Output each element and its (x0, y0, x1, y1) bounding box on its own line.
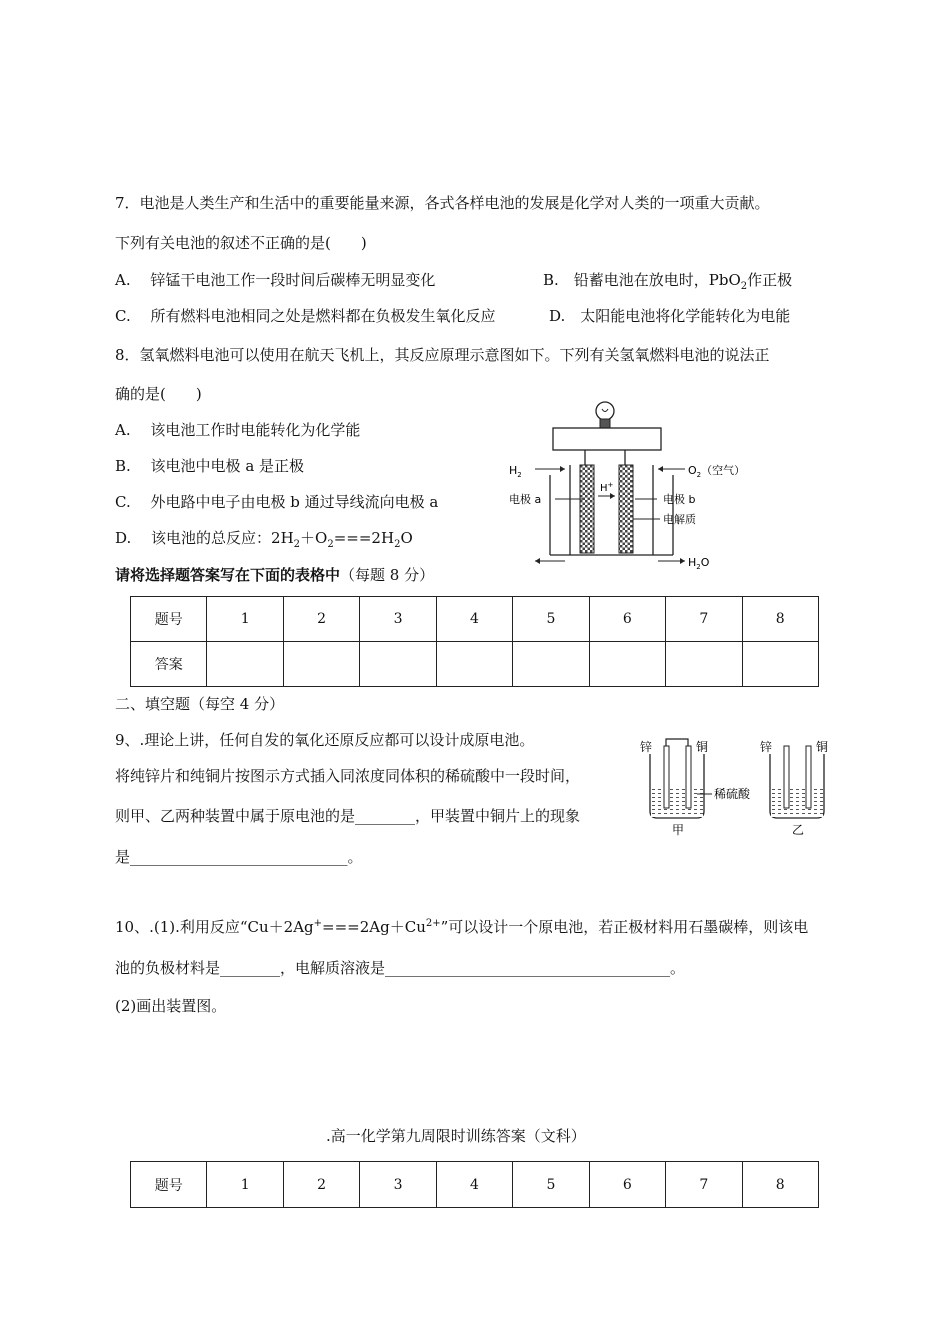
table-number: 2 (283, 597, 359, 642)
q8-option-d-text: D. 该电池的总反应：2H (115, 529, 294, 547)
q8-option-a: A. 该电池工作时电能转化为化学能 (115, 421, 361, 439)
q8-option-d-sub3: 2 (394, 539, 401, 550)
q9-line3: 则甲、乙两种装置中属于原电池的是________，甲装置中铜片上的现象 (115, 807, 581, 825)
table-number: 7 (666, 1162, 742, 1208)
table-number: 7 (666, 597, 742, 642)
q9-line2: 将纯锌片和纯铜片按图示方式插入同浓度同体积的稀硫酸中一段时间， (115, 767, 581, 785)
q10-line1-text: 10、.(1).利用反应“Cu＋2Ag (115, 918, 314, 936)
q10-line3: (2)画出装置图。 (115, 997, 227, 1015)
q10-line2: 池的负极材料是________，电解质溶液是______________________________________。 (115, 959, 686, 977)
light-bulb-icon (596, 402, 614, 428)
table-number: 2 (283, 1162, 359, 1208)
table-number: 8 (742, 1162, 819, 1208)
section-heading: 二、填空题（每空 4 分） (115, 695, 285, 713)
table-row-numbers (131, 597, 819, 642)
answer-instruction-note: （每题 8 分） (340, 566, 435, 584)
table-number: 6 (589, 597, 665, 642)
table-number: 6 (589, 1162, 665, 1208)
answer-sheet-title: .高一化学第九周限时训练答案（文科） (326, 1127, 586, 1145)
copper-label-yi: 铜 (816, 740, 829, 754)
h2o-label: $H_2O$ (688, 556, 710, 570)
o2-label: $O_2$（空气） (688, 464, 746, 479)
table-number: 1 (207, 1162, 283, 1208)
q7-option-b (543, 270, 792, 290)
q8-option-d (115, 528, 413, 548)
q7-option-b-sub: 2 (740, 281, 748, 292)
answer-table (130, 596, 819, 687)
q7-option-b-text: B. 铅蓄电池在放电时，PbO (543, 271, 741, 289)
table-number: 5 (513, 597, 589, 642)
zinc-label-jia: 锌 (640, 740, 653, 754)
answer-cell[interactable] (513, 642, 589, 687)
q8-option-d-mid: ＋O (300, 529, 328, 547)
acid-label: 稀硫酸 (714, 787, 751, 801)
h2-label: $H_2$ (509, 464, 522, 479)
table-answer-label: 答案 (131, 642, 207, 687)
table-header-label: 题号 (131, 1162, 207, 1208)
q8-option-b: B. 该电池中电极 a 是正极 (115, 457, 305, 475)
answer-cell[interactable] (742, 642, 819, 687)
table-number: 3 (360, 1162, 436, 1208)
electrode-a-label: 电极 a (509, 493, 542, 506)
q7-option-d: D. 太阳能电池将化学能转化为电能 (549, 307, 791, 325)
q8-option-d-tail: O (400, 529, 413, 547)
table-number: 8 (742, 597, 819, 642)
table-number: 1 (207, 597, 283, 642)
q10-line1-sup1: + (313, 918, 323, 929)
table-row-answers (131, 642, 819, 687)
yi-label: 乙 (792, 823, 805, 837)
zinc-label-yi: 锌 (760, 740, 773, 754)
copper-label-jia: 铜 (696, 740, 709, 754)
answer-cell[interactable] (436, 642, 512, 687)
answer-key-table (130, 1161, 819, 1208)
answer-cell[interactable] (666, 642, 742, 687)
beaker-diagram (640, 736, 835, 838)
q7-stem-line1: 7．电池是人类生产和生活中的重要能量来源，各式各样电池的发展是化学对人类的一项重大贡献。 (115, 194, 770, 212)
external-circuit (553, 428, 661, 450)
table-row-numbers (131, 1162, 819, 1208)
fuel-cell-diagram (505, 395, 770, 570)
q7-option-b-tail: 作正极 (747, 271, 793, 289)
answer-cell[interactable] (360, 642, 436, 687)
electrode-a-plate (580, 465, 594, 553)
jia-label: 甲 (672, 823, 685, 837)
table-number: 4 (436, 1162, 512, 1208)
answer-cell[interactable] (283, 642, 359, 687)
answer-instruction-bold: 请将选择题答案写在下面的表格中 (115, 566, 341, 584)
q10-line1-tail: ”可以设计一个原电池，若正极材料用石墨碳棒，则该电 (440, 918, 809, 936)
table-header-label: 题号 (131, 597, 207, 642)
q9-line1: 9、.理论上讲，任何自发的氧化还原反应都可以设计成原电池。 (115, 731, 535, 749)
hplus-label: H+ (600, 481, 614, 494)
q8-stem-line1: 8．氢氧燃料电池可以使用在航天飞机上，其反应原理示意图如下。下列有关氢氧燃料电池的说法正 (115, 346, 770, 364)
q10-line1-mid: ===2Ag＋Cu (322, 918, 426, 936)
q8-option-c: C. 外电路中电子由电极 b 通过导线流向电极 a (115, 493, 439, 511)
q8-stem-line2: 确的是( ) (115, 385, 202, 403)
table-number: 3 (360, 597, 436, 642)
q7-stem-line2: 下列有关电池的叙述不正确的是( ) (115, 234, 367, 252)
q10-line1-sup2: 2+ (425, 918, 441, 929)
q8-option-d-mid2: ===2H (333, 529, 395, 547)
answer-cell[interactable] (207, 642, 283, 687)
table-number: 5 (513, 1162, 589, 1208)
q9-line4: 是_____________________________。 (115, 848, 363, 866)
electrolyte-label: 电解质 (663, 513, 696, 526)
q10-line1 (115, 917, 808, 937)
table-number: 4 (436, 597, 512, 642)
electrode-b-plate (619, 465, 633, 553)
q7-option-a: A. 锌锰干电池工作一段时间后碳棒无明显变化 (115, 271, 436, 289)
beaker-yi (770, 746, 824, 818)
q8-option-d-sub1: 2 (293, 539, 301, 550)
answer-instruction (115, 565, 434, 585)
q8-option-d-sub2: 2 (327, 539, 334, 550)
electrode-b-label: 电极 b (663, 493, 696, 506)
q7-option-c: C. 所有燃料电池相同之处是燃料都在负极发生氧化反应 (115, 307, 496, 325)
answer-cell[interactable] (589, 642, 665, 687)
